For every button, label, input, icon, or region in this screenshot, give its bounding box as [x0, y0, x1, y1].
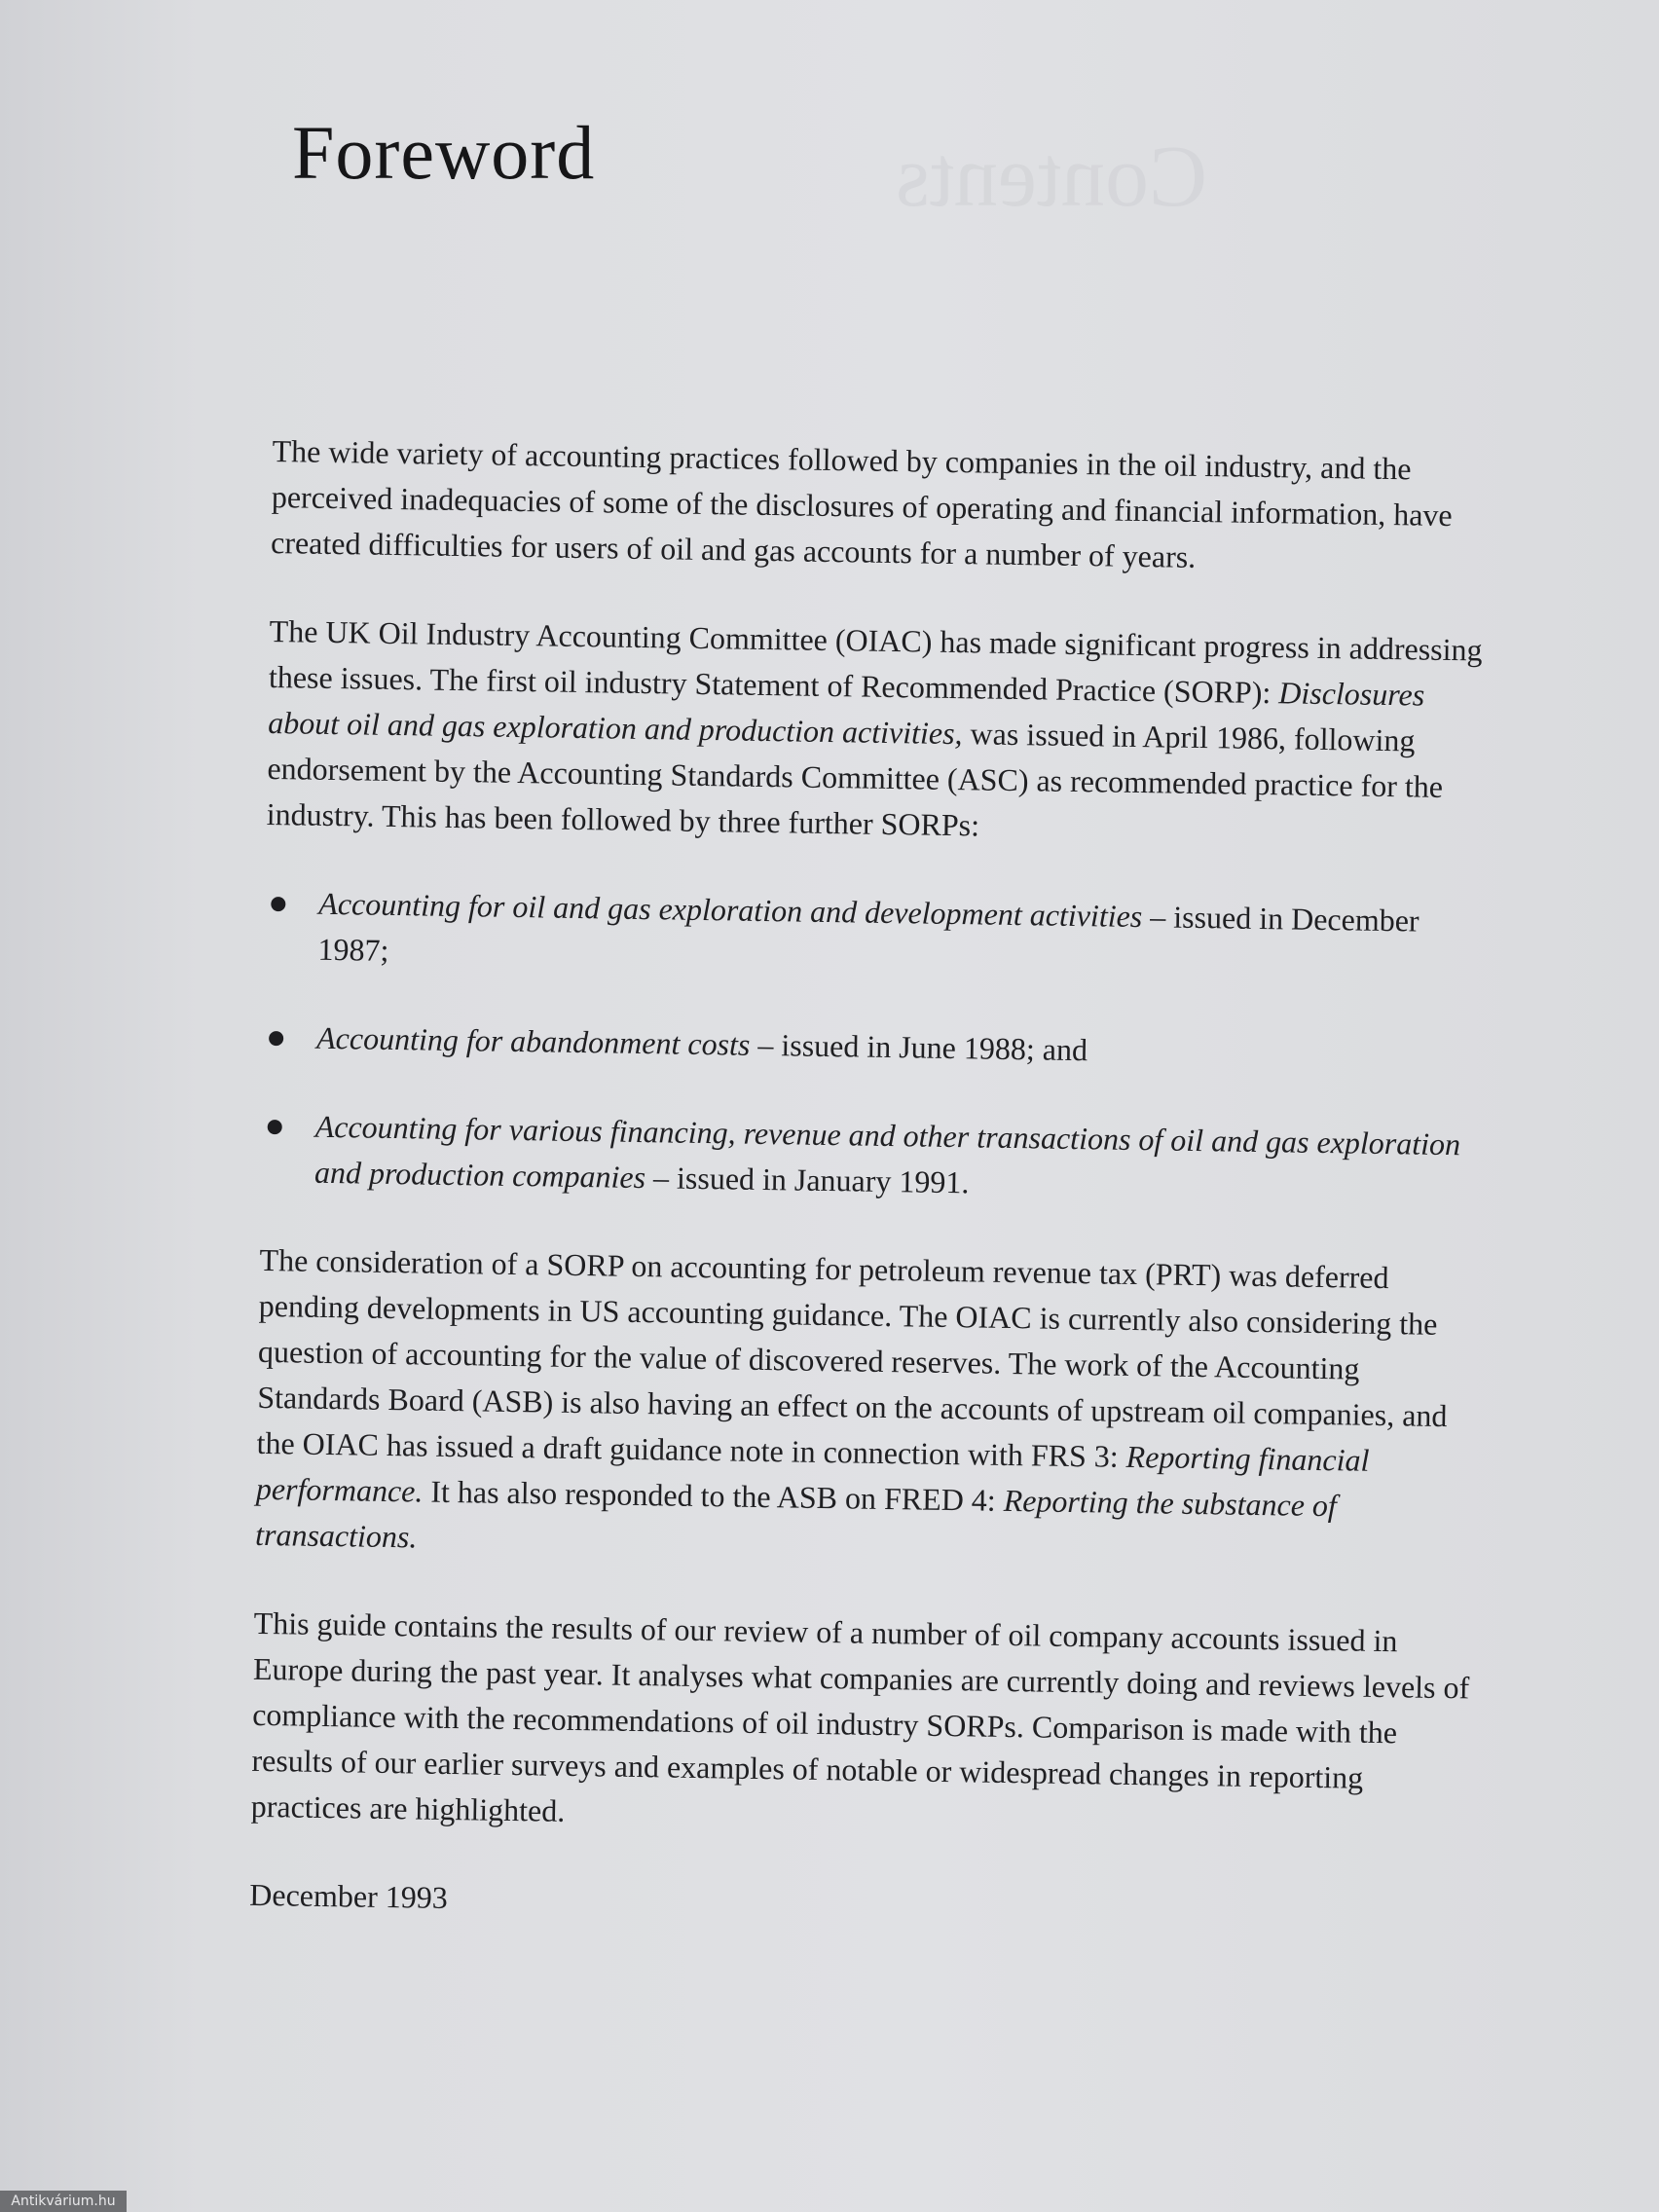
- page-title: Foreword: [292, 110, 596, 195]
- bullet-icon: [268, 1120, 282, 1134]
- paragraph-text: The consideration of a SORP on accounting for petroleum revenue tax (PRT) was deferred pending developments in US accounting guidance. The OIAC is currently also considering the question of accounting for the value of discovered reserves. The work of the Accounting Standards Board (ASB) is also having an effect on the accounts of upstream oil companies, and the OIAC has issued a draft guidance note in connection with FRS 3:: [256, 1241, 1448, 1474]
- list-item: [261, 1103, 1489, 1214]
- show-through-title: Contents: [896, 129, 1208, 225]
- watermark-label: Antikvárium.hu: [0, 2191, 127, 2212]
- foreword-date: December 1993: [249, 1876, 449, 1916]
- list-item: [264, 880, 1492, 991]
- sorp-list: [261, 880, 1493, 1214]
- list-item-text: – issued in June 1988; and: [750, 1026, 1088, 1068]
- sorp-title-italic: Accounting for abandonment costs: [315, 1019, 751, 1062]
- sorp-title-italic: Disclosures about oil and gas exploration and production activities,: [267, 675, 1425, 752]
- frs-title-italic: Reporting financial performance.: [255, 1438, 1370, 1509]
- paragraph-text: It has also responded to the ASB on FRED 4:: [423, 1473, 1005, 1518]
- paragraph-prt-consideration: [255, 1237, 1487, 1577]
- bullet-icon: [271, 897, 285, 911]
- paragraph-oiac-progress: [266, 608, 1496, 857]
- sorp-title-italic: Accounting for oil and gas exploration and development activities: [318, 885, 1143, 935]
- fred-title-italic: Reporting the substance of transactions.: [254, 1482, 1338, 1555]
- sorp-title-italic: Accounting for various financing, revenue and other transactions of oil and gas exploration and production companies: [313, 1108, 1461, 1196]
- list-item-text: – issued in December 1987;: [317, 899, 1419, 968]
- list-item-text: – issued in January 1991.: [645, 1160, 970, 1200]
- list-item: [263, 1014, 1491, 1080]
- paragraph-guide-contents: This guide contains the results of our review of a number of oil company accounts issued in Europe during the past year. It analyses what companies are currently doing and reviews levels of compliance with the recommendations of oil industry SORPs. Comparison is made with the results of our earlier surveys and examples of notable or widespread changes in reporting practices are highlighted.: [250, 1604, 1470, 1828]
- paragraph-text: The UK Oil Industry Accounting Committee (OIAC) has made significant progress in addressing these issues. The first oil industry Statement of Recommended Practice (SORP):: [268, 612, 1483, 711]
- foreword-body: [249, 428, 1499, 1937]
- paragraph-intro: The wide variety of accounting practices followed by companies in the oil industry, and the perceived inadequacies of some of the disclosures of operating and financial information, have created difficulties for users of oil and gas accounts for a number of years.: [270, 432, 1453, 574]
- bullet-icon: [269, 1031, 283, 1046]
- paragraph-text: was issued in April 1986, following endorsement by the Accounting Standards Committee (ASC) as recommended practice for the industry. This has been followed by three further SORPs:: [266, 716, 1444, 843]
